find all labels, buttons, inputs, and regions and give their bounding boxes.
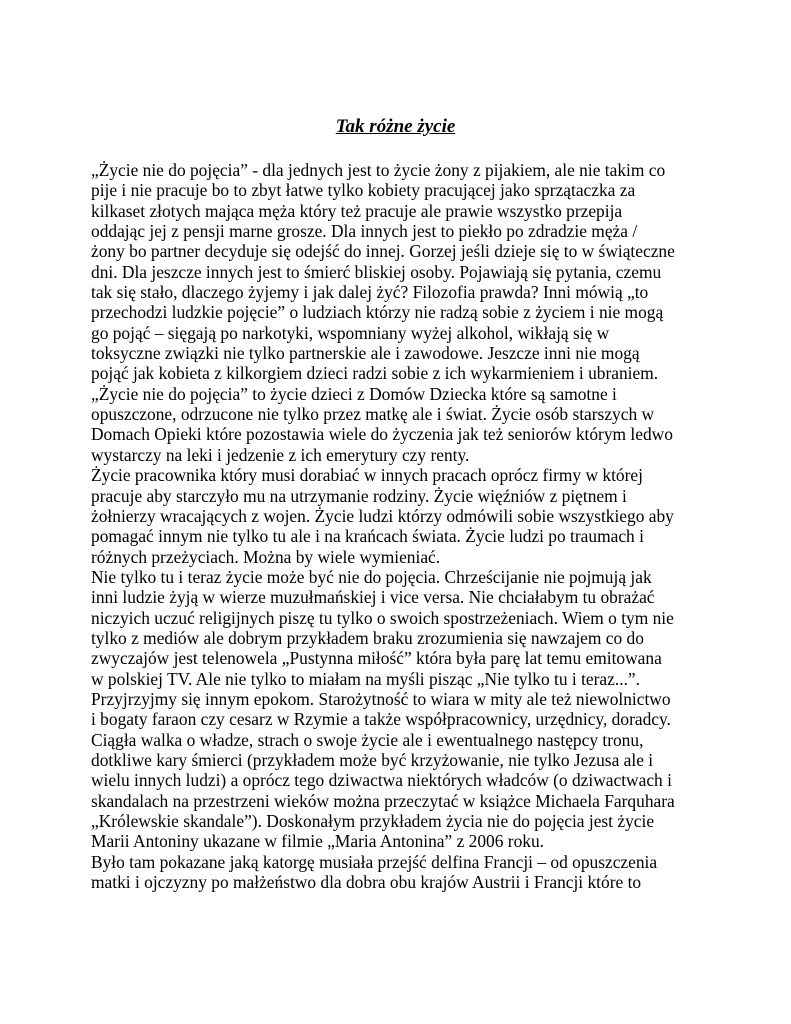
text-line: Życie pracownika który musi dorabiać w innych pracach oprócz firmy w której xyxy=(91,465,643,486)
text-line: i bogaty faraon czy cesarz w Rzymie a także współpracownicy, urzędnicy, doradcy. xyxy=(91,709,671,730)
text-line: inni ludzie żyją w wierze muzułmańskiej i vice versa. Nie chciałabym tu obrażać xyxy=(91,587,655,608)
text-line: tak się stało, dlaczego żyjemy i jak dalej żyć? Filozofia prawda? Inni mówią „to xyxy=(91,282,649,303)
text-line: Marii Antoniny ukazane w filmie „Maria Antonina” z 2006 roku. xyxy=(91,831,545,852)
document-body xyxy=(91,160,731,892)
text-line: oddając jej z pensji marne grosze. Dla innych jest to piekło po zdradzie męża / xyxy=(91,221,638,242)
text-line: wielu innych ludzi) a oprócz tego dziwactwa niektórych władców (o dziwactwach i xyxy=(91,770,672,791)
text-line: Było tam pokazane jaką katorgę musiała przejść delfina Francji – od opuszczenia xyxy=(91,851,658,872)
text-line: „Życie nie do pojęcia” - dla jednych jest to życie żony z pijakiem, ale nie takim co xyxy=(91,160,666,180)
text-line: „Życie nie do pojęcia” to życie dzieci z Domów Dziecka które są samotne i xyxy=(91,383,617,404)
text-line: żony bo partner decyduje się odejść do innej. Gorzej jeśli dzieje się to w świąteczne xyxy=(91,241,675,262)
text-line: w polskiej TV. Ale nie tylko to miałam na myśli pisząc „Nie tylko tu i teraz...”. xyxy=(91,668,640,689)
text-line: opuszczone, odrzucone nie tylko przez matkę ale i świat. Życie osób starszych w xyxy=(91,404,655,425)
text-line: kilkaset złotych mająca męża który też pracuje ale prawie wszystko przepija xyxy=(91,200,623,221)
text-line: Ciągła walka o władze, strach o swoje życie ale i ewentualnego następcy tronu, xyxy=(91,729,644,750)
text-line: Nie tylko tu i teraz życie może być nie do pojęcia. Chrześcijanie nie pojmują jak xyxy=(91,566,652,587)
text-line: skandalach na przestrzeni wieków można przeczytać w książce Michaela Farquhara xyxy=(91,790,675,811)
text-line: pije i nie pracuje bo to zbyt łatwe tylko kobiety pracującej jako sprzątaczka za xyxy=(91,180,636,201)
text-line: tylko z mediów ale dobrym przykładem braku zrozumienia się nawzajem co do xyxy=(91,627,644,648)
text-line: różnych przeżyciach. Można by wiele wymieniać. xyxy=(91,546,441,567)
text-line: dni. Dla jeszcze innych jest to śmierć bliskiej osoby. Pojawiają się pytania, czemu xyxy=(91,261,662,282)
text-line: pojąć jak kobieta z kilkorgiem dzieci radzi sobie z ich wykarmieniem i ubraniem. xyxy=(91,363,659,384)
text-line: Domach Opieki które pozostawia wiele do życzenia jak też seniorów którym ledwo xyxy=(91,424,673,445)
text-line: Przyjrzyjmy się innym epokom. Starożytność to wiara w mity ale też niewolnictwo xyxy=(91,688,671,709)
text-line: toksyczne związki nie tylko partnerskie ale i zawodowe. Jeszcze inni nie mogą xyxy=(91,343,640,364)
text-line: pomagać innym nie tylko tu ale i na krańcach świata. Życie ludzi po traumach i xyxy=(91,526,644,547)
text-line: niczyich uczuć religijnych piszę tu tylko o swoich spostrzeżeniach. Wiem o tym nie xyxy=(91,607,674,628)
text-line: matki i ojczyzny po małżeństwo dla dobra obu krajów Austrii i Francji które to xyxy=(91,872,642,893)
text-line: pracuje aby starczyło mu na utrzymanie rodziny. Życie więźniów z piętnem i xyxy=(91,485,627,506)
text-line: żołnierzy wracających z wojen. Życie ludzi którzy odmówili sobie wszystkiego aby xyxy=(91,505,674,526)
text-line: przechodzi ludzkie pojęcie” o ludziach którzy nie radzą sobie z życiem i nie mogą xyxy=(91,302,664,323)
text-line: zwyczajów jest telenowela „Pustynna miłość” która była parę lat temu emitowana xyxy=(91,648,662,669)
text-line: wystarczy na leki i jedzenie z ich emerytury czy renty. xyxy=(91,444,470,465)
text-line: „Królewskie skandale”). Doskonałym przykładem życia nie do pojęcia jest życie xyxy=(91,811,655,831)
document-title: Tak różne życie xyxy=(335,116,456,137)
text-line: go pojąć – sięgają po narkotyki, wspomniany wyżej alkohol, wikłają się w xyxy=(91,322,610,343)
text-line: dotkliwe kary śmierci (przykładem może być krzyżowanie, nie tylko Jezusa ale i xyxy=(91,749,654,770)
